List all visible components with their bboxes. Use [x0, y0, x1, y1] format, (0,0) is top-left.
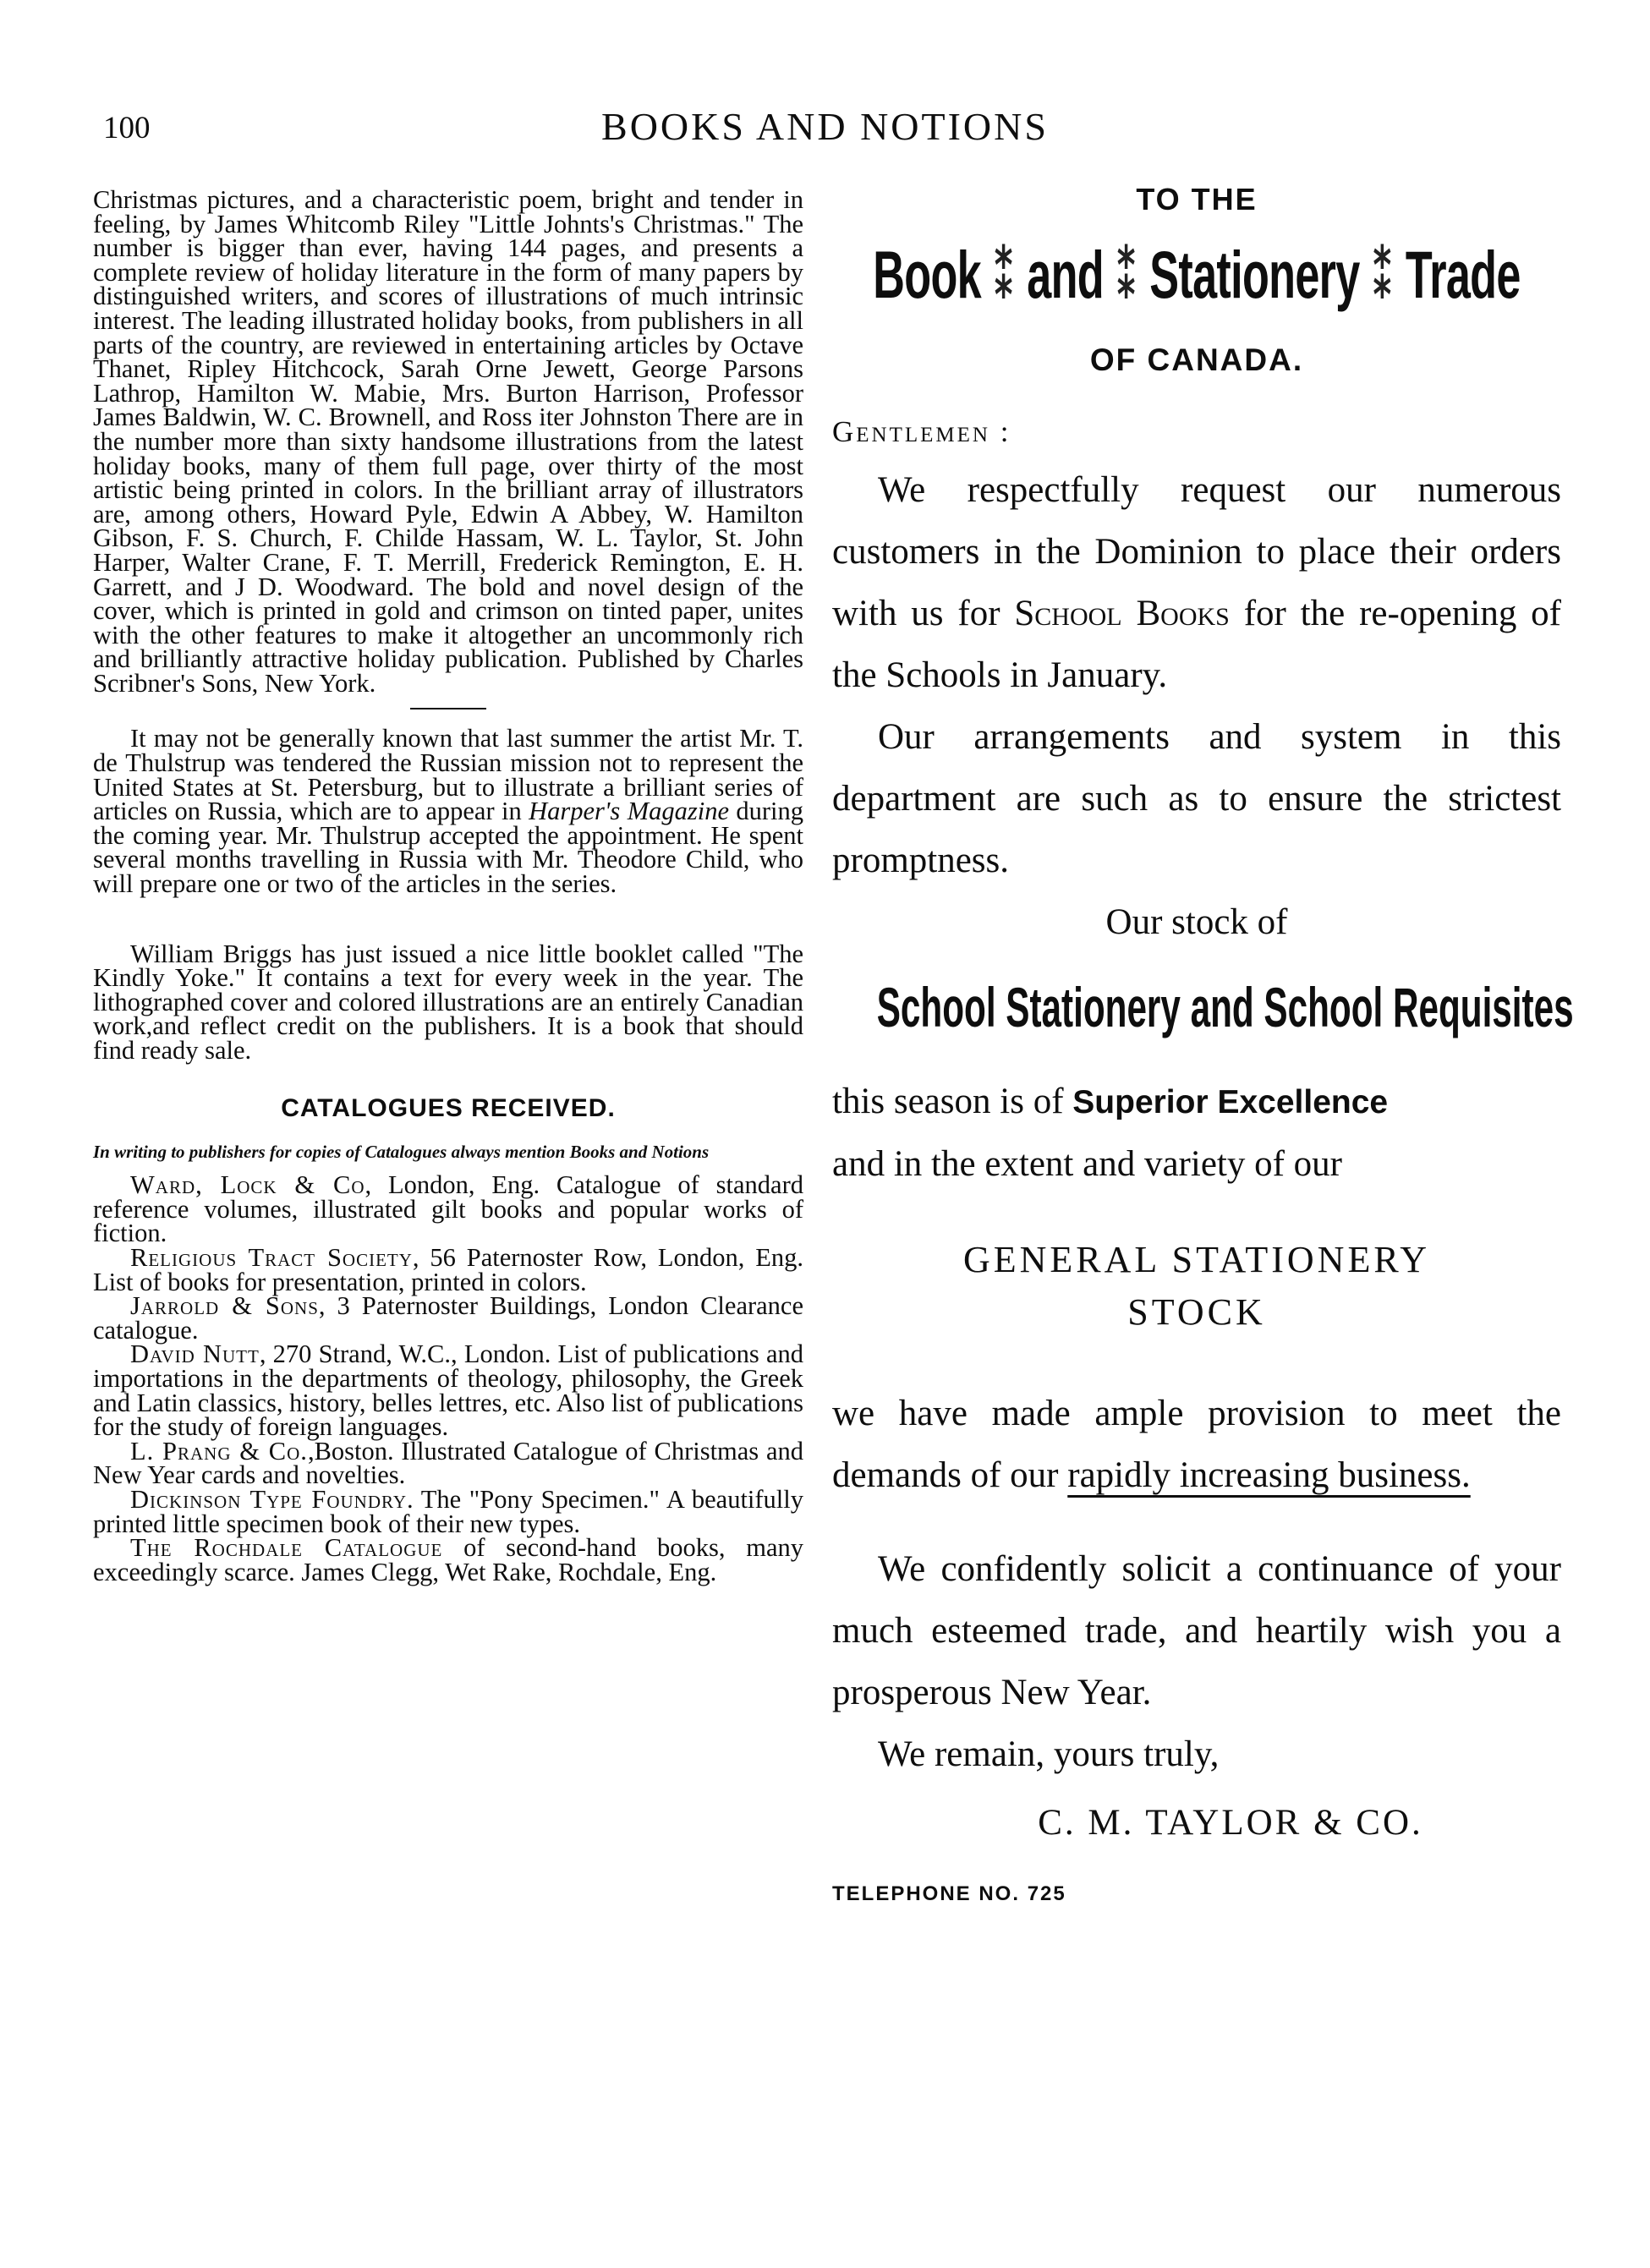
catalogues-heading: CATALOGUES RECEIVED.	[281, 1093, 616, 1122]
catalogue-note: In writing to publishers for copies of Catalogues always mention Books and Notions	[93, 1142, 710, 1163]
thulstrup-text-end: during the coming year. Mr. Thulstrup accepted the appointment. He spent several months travelling in Russia with Mr. Theodore Child, who will prepare one or two of the articles in the series.	[93, 797, 804, 899]
ornament-icon: ⁑	[1371, 237, 1395, 312]
catalogue-publisher: The Rochdale Catalogue	[130, 1533, 443, 1563]
title-word-stationery: Stationery	[1149, 237, 1360, 312]
ad-trade-title	[873, 236, 1521, 314]
ad-salutation: Gentlemen :	[832, 415, 1011, 448]
title-word-trade: Trade	[1405, 237, 1521, 312]
catalogue-entry	[93, 1339, 804, 1442]
catalogue-description: , 3 Paternoster Buildings, London Clearance catalogue.	[93, 1291, 804, 1345]
running-head: BOOKS AND NOTIONS	[601, 105, 1049, 148]
ornament-icon: ⁑	[992, 237, 1016, 312]
ad-of-canada: OF CANADA.	[1089, 342, 1304, 377]
catalogue-description: , 270 Strand, W.C., London. List of publications and importations in the departments of theology, philosophy, the Greek and Latin classics, history, belles lettres, etc. Also list of publications for the study of foreign languages.	[93, 1339, 804, 1442]
catalogue-description: . The "Pony Specimen." A beautifully printed little specimen book of their new types.	[93, 1484, 803, 1538]
section-divider	[410, 708, 486, 709]
ad-request-text-start: We respectfully request our numerous customers in the Dominion to place their orders with us for	[832, 470, 1561, 633]
ad-solicit-paragraph: We confidently solicit a continuance of your much esteemed trade, and heartily wish you a prosperous New Year.	[832, 1549, 1561, 1712]
thulstrup-text-start: It may not be generally known that last summer the artist Mr. T. de Thulstrup was tendered the Russian mission not to represent the United States at St. Petersburg, but to illustrate a brilliant series of articles on Russia, which are to appear in	[93, 724, 803, 826]
ad-variety-line: and in the extent and variety of our	[832, 1144, 1342, 1184]
taylor-advertisement	[832, 182, 1574, 1906]
catalogue-description: of second-hand books, many exceedingly scarce. James Clegg, Wet Rake, Rochdale, Eng.	[93, 1533, 803, 1586]
ad-to-the: TO THE	[1136, 182, 1258, 216]
catalogue-description: ,Boston. Illustrated Catalogue of Christmas and New Year cards and novelties.	[93, 1436, 803, 1490]
title-word-book: Book	[873, 237, 981, 312]
catalogue-entry	[93, 1291, 804, 1345]
catalogue-publisher: Dickinson Type Foundry	[130, 1484, 408, 1514]
ad-general-stock-line2: STOCK	[1127, 1291, 1266, 1333]
catalogue-publisher: Religious Tract Society	[130, 1242, 413, 1272]
catalogue-publisher: Ward, Lock & Co	[130, 1170, 365, 1200]
catalogue-entry	[93, 1436, 803, 1490]
ad-telephone: TELEPHONE NO. 725	[832, 1882, 1066, 1905]
ad-general-stock-line1: GENERAL STATIONERY	[962, 1239, 1431, 1280]
ad-signature: C. M. TAYLOR & CO.	[1038, 1803, 1423, 1843]
ad-request-text-end: for the re-opening of the Schools in January.	[832, 594, 1561, 695]
thulstrup-paragraph	[93, 724, 804, 899]
catalogue-description: , London, Eng. Catalogue of standard reference volumes, illustrated gilt books and popular works of fiction.	[93, 1170, 803, 1248]
ad-provision-paragraph	[832, 1383, 1561, 1506]
ad-season-line	[832, 1071, 1561, 1133]
catalogue-description: , 56 Paternoster Row, London, Eng. List of books for presentation, printed in colors.	[93, 1242, 804, 1296]
ad-stock-of: Our stock of	[1105, 902, 1288, 942]
ad-requisites-title: School Stationery and School Requisites	[876, 976, 1574, 1038]
title-word-and: and	[1027, 237, 1104, 312]
ad-superior-excellence: Superior Excellence	[1072, 1084, 1389, 1120]
harpers-magazine-title: Harper's Magazine	[529, 797, 729, 826]
catalogue-publisher: Jarrold & Sons	[130, 1291, 319, 1321]
ad-arrangements-paragraph: Our arrangements and system in this department are such as to ensure the strictest promptness.	[832, 717, 1561, 880]
ad-school-books: School Books	[1014, 594, 1230, 633]
ad-request-paragraph	[832, 459, 1561, 706]
page-number: 100	[103, 111, 151, 145]
ad-season-text: this season is of	[832, 1082, 1073, 1121]
century-review-paragraph: Christmas pictures, and a characteristic poem, bright and tender in feeling, by James Whitcomb Riley "Little Johnts's Christmas." The number is bigger than ever, having 144 pages, and presents a complete review of holiday literature in the form of many papers by distinguished writers, and scores of illustrations of much intrinsic interest. The leading illustrated holiday books, from publishers in all parts of the country, are reviewed in entertaining articles by Octave Thanet, Ripley Hitchcock, Sarah Orne Jewett, George Parsons Lathrop, Hamilton W. Mabie, Mrs. Burton Harrison, Professor James Baldwin, W. C. Brownell, and Ross iter Johnston There are in the number more than sixty handsome illustrations from the latest holiday books, many of them full page, over thirty of the most artistic being printed in colors. In the brilliant array of illustrators are, among others, Howard Pyle, Edwin A Abbey, W. Hamilton Gibson, F. S. Church, F. Childe Hassam, W. L. Taylor, St. John Harper, Walter Crane, F. T. Merrill, Frederick Remington, E. H. Garrett, and J D. Woodward. The bold and novel design of the cover, which is printed in gold and crimson on tinted paper, unites with the other features to make it altogether an uncommonly rich and brilliantly attractive holiday publication. Published by Charles Scribner's Sons, New York.	[93, 185, 803, 698]
briggs-paragraph: William Briggs has just issued a nice little booklet called "The Kindly Yoke." It contains a text for every week in the year. The lithographed cover and colored illustrations are an entirely Canadian work,and reflect credit on the publishers. It is a book that should find ready sale.	[93, 939, 803, 1065]
catalogue-entry	[93, 1170, 803, 1248]
ad-closing: We remain, yours truly,	[878, 1734, 1220, 1774]
ornament-icon: ⁑	[1115, 237, 1138, 312]
ad-provision-text: we have made ample provision to meet the demands of our	[832, 1394, 1561, 1495]
catalogue-entry	[93, 1484, 803, 1538]
left-column	[93, 185, 804, 1586]
ad-letter-body	[832, 459, 1574, 1785]
catalogue-entry	[93, 1533, 803, 1586]
paragraph-gap	[93, 896, 803, 942]
catalogue-publisher: David Nutt	[130, 1339, 260, 1369]
ad-general-stock	[832, 1234, 1561, 1339]
ad-rapidly-increasing: rapidly increasing business.	[1067, 1455, 1471, 1495]
catalogue-list	[93, 1170, 804, 1586]
catalogue-entry	[93, 1242, 804, 1296]
catalogue-publisher: L. Prang & Co.	[130, 1436, 308, 1465]
